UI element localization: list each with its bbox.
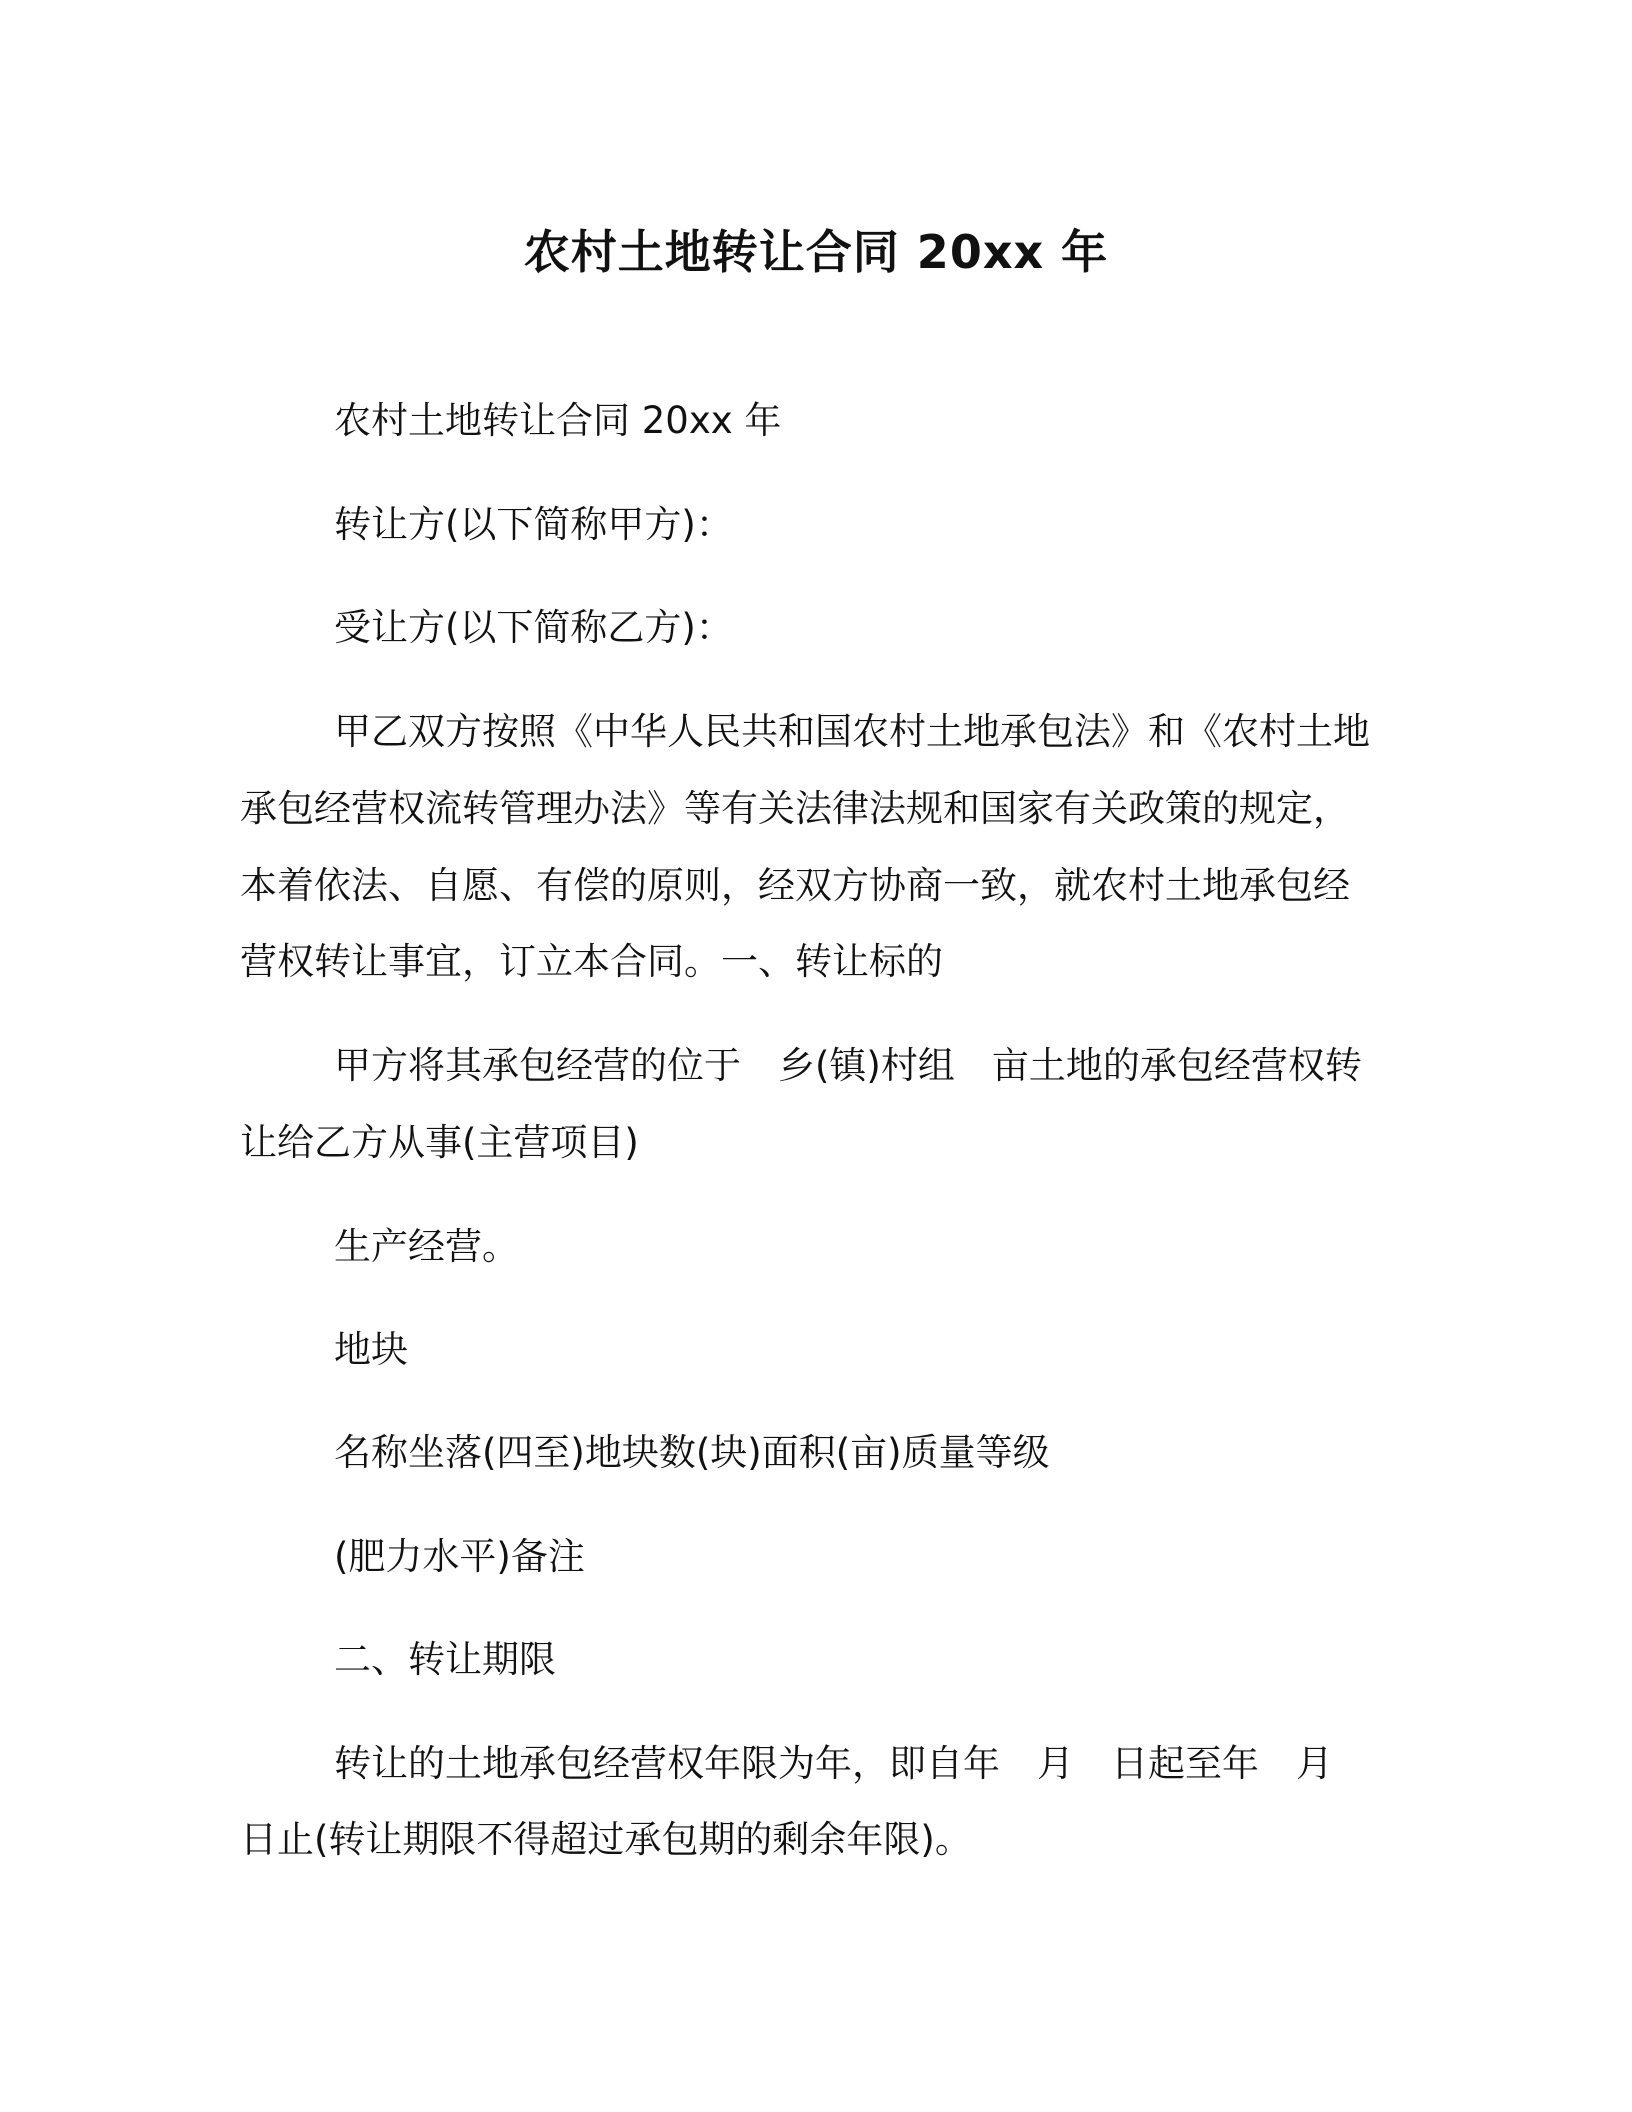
- transferee-line: 受让方(以下简称乙方)：: [334, 606, 733, 649]
- document-title: 农村土地转让合同 20xx 年: [523, 225, 1109, 279]
- fertility-remarks-line: (肥力水平)备注: [334, 1535, 585, 1578]
- period-line-2: 日止(转让期限不得超过承包期的剩余年限)。: [240, 1818, 972, 1861]
- preamble-line-1: 甲乙双方按照《中华人民共和国农村土地承包法》和《农村土地: [334, 710, 1370, 753]
- preamble-line-3: 本着依法、自愿、有偿的原则，经双方协商一致，就农村土地承包经: [240, 864, 1350, 907]
- subject-line-2: 让给乙方从事(主营项目): [240, 1121, 639, 1164]
- preamble-line-4: 营权转让事宜，订立本合同。一、转让标的: [240, 940, 943, 983]
- production-line: 生产经营。: [334, 1225, 519, 1268]
- period-line-1: 转让的土地承包经营权年限为年，即自年 月 日起至年 月: [334, 1742, 1333, 1785]
- preamble-line-2: 承包经营权流转管理办法》等有关法律法规和国家有关政策的规定，: [240, 787, 1350, 830]
- subtitle-line: 农村土地转让合同 20xx 年: [334, 399, 782, 442]
- plot-label-line: 地块: [334, 1328, 408, 1371]
- subject-line-1: 甲方将其承包经营的位于 乡(镇)村组 亩土地的承包经营权转: [334, 1044, 1362, 1087]
- plot-columns-line: 名称坐落(四至)地块数(块)面积(亩)质量等级: [334, 1431, 1050, 1474]
- transferor-line: 转让方(以下简称甲方)：: [334, 503, 733, 546]
- section-transfer-period: 二、转让期限: [334, 1638, 556, 1681]
